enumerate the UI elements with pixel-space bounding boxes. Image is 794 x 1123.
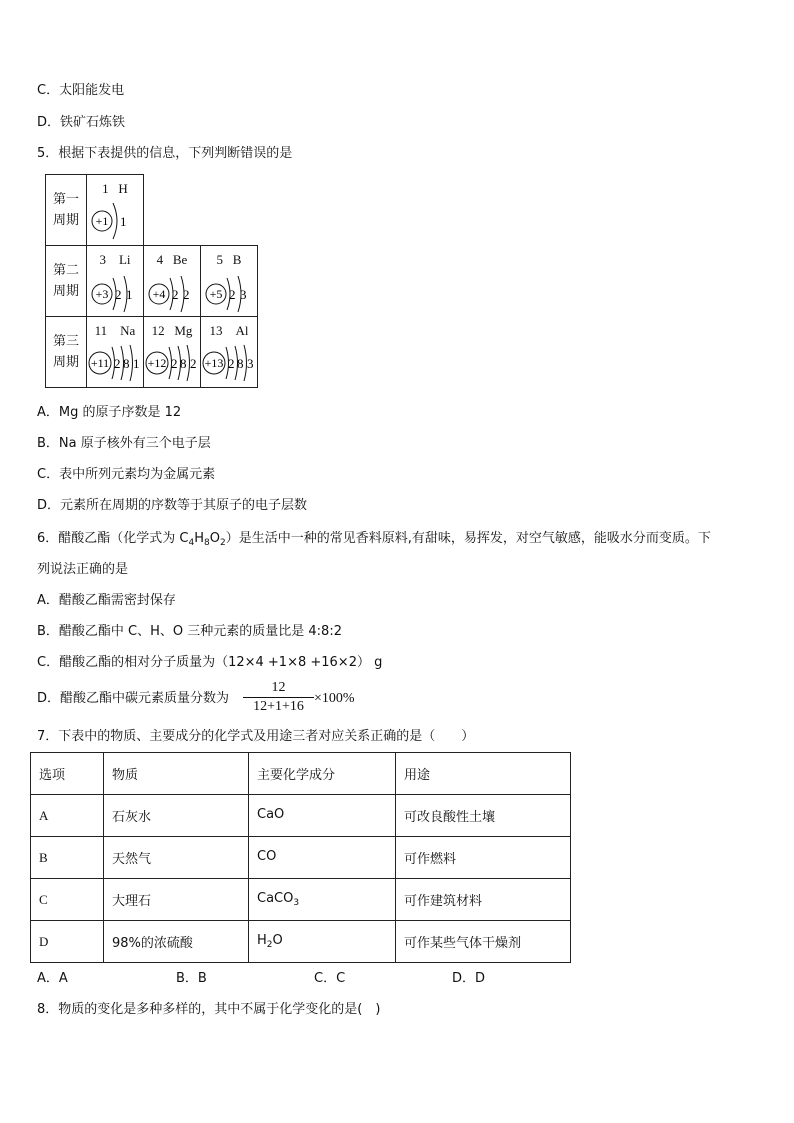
q6-option-b: B．醋酸乙酯中 C、H、O 三种元素的质量比是 4:8:2 bbox=[37, 624, 342, 639]
q7-table bbox=[30, 752, 571, 963]
svg-text:8: 8 bbox=[237, 356, 244, 371]
svg-text:2: 2 bbox=[183, 287, 190, 302]
q5-option-d: D．元素所在周期的序数等于其原子的电子层数 bbox=[37, 498, 308, 513]
q6-stem-line2: 列说法正确的是 bbox=[37, 562, 129, 577]
svg-text:3: 3 bbox=[240, 287, 247, 302]
q4-option-d: D．铁矿石炼铁 bbox=[37, 115, 126, 130]
q7-answer-d: D．D bbox=[452, 971, 486, 986]
element-na: 11 Na +11 2 8 1 bbox=[87, 317, 144, 388]
col-header: 物质 bbox=[104, 753, 249, 795]
q7-answer-a: A．A bbox=[37, 971, 68, 986]
svg-text:2: 2 bbox=[115, 287, 122, 302]
q7-stem: 7．下表中的物质、主要成分的化学式及用途三者对应关系正确的是（ ） bbox=[37, 729, 475, 744]
element-h bbox=[87, 175, 144, 246]
fraction-suffix: ×100% bbox=[314, 691, 355, 706]
q6-option-c: C．醋酸乙酯的相对分子质量为（12×4 +1×8 +16×2） g bbox=[37, 655, 383, 670]
col-header: 主要化学成分 bbox=[249, 753, 396, 795]
period-2-label: 第二 周期 bbox=[46, 246, 87, 317]
svg-text:2: 2 bbox=[229, 287, 236, 302]
svg-text:2: 2 bbox=[190, 356, 197, 371]
atom-diagram-li bbox=[87, 246, 143, 316]
atom-diagram-b bbox=[201, 246, 257, 316]
element-mg: 12 Mg +12 2 8 2 bbox=[144, 317, 201, 388]
svg-text:2: 2 bbox=[171, 356, 178, 371]
svg-text:3: 3 bbox=[247, 356, 254, 371]
svg-text:2: 2 bbox=[228, 356, 235, 371]
element-li: 3 Li +3 2 1 bbox=[87, 246, 144, 317]
svg-text:8: 8 bbox=[123, 356, 130, 371]
q6-option-d-prefix: D．醋酸乙酯中碳元素质量分数为 bbox=[37, 691, 230, 706]
periodic-table bbox=[45, 174, 258, 388]
q7-answer-b: B．B bbox=[176, 971, 207, 986]
table-header-row bbox=[31, 753, 571, 795]
q8-stem: 8．物质的变化是多种多样的，其中不属于化学变化的是( ) bbox=[37, 1002, 381, 1017]
q6-option-a: A．醋酸乙酯需密封保存 bbox=[37, 593, 176, 608]
shell-h-1: 1 bbox=[120, 214, 127, 229]
table-row: C 大理石 CaCO$_3$ 可作建筑材料 bbox=[31, 879, 571, 921]
nucleus-h: +1 bbox=[95, 214, 109, 228]
element-b: 5 B +5 2 3 bbox=[201, 246, 258, 317]
q5-option-c: C．表中所列元素均为金属元素 bbox=[37, 467, 216, 482]
mass-fraction-formula bbox=[243, 680, 314, 715]
q5-option-b: B．Na 原子核外有三个电子层 bbox=[37, 436, 211, 451]
svg-text:+4: +4 bbox=[152, 287, 166, 301]
col-header: 用途 bbox=[396, 753, 571, 795]
atom-diagram-be bbox=[144, 246, 200, 316]
table-row: B 天然气 CO 可作燃料 bbox=[31, 837, 571, 879]
svg-text:+11: +11 bbox=[90, 356, 110, 370]
col-header: 选项 bbox=[31, 753, 104, 795]
svg-text:1: 1 bbox=[133, 356, 140, 371]
fraction-numerator: 12 bbox=[271, 680, 286, 695]
q5-option-a: A．Mg 的原子序数是 12 bbox=[37, 405, 182, 420]
atom-diagram-mg bbox=[144, 317, 200, 387]
svg-text:+13: +13 bbox=[204, 356, 224, 370]
atom-diagram-h bbox=[87, 175, 143, 245]
table-row: A 石灰水 CaO 可改良酸性土壤 bbox=[31, 795, 571, 837]
table-row: D 98%的浓硫酸 $H_2O$ 可作某些气体干燥剂 bbox=[31, 921, 571, 963]
svg-text:+5: +5 bbox=[209, 287, 223, 301]
q4-option-c: C．太阳能发电 bbox=[37, 83, 125, 98]
atom-diagram-na bbox=[87, 317, 143, 387]
q5-stem: 5．根据下表提供的信息，下列判断错误的是 bbox=[37, 146, 293, 161]
element-al: 13 Al +13 2 8 3 bbox=[201, 317, 258, 388]
svg-text:+12: +12 bbox=[147, 356, 167, 370]
period-3-label: 第三 周期 bbox=[46, 317, 87, 388]
svg-text:1: 1 bbox=[126, 287, 133, 302]
q7-answer-c: C．C bbox=[314, 971, 346, 986]
element-h-label: 1 H bbox=[102, 181, 128, 196]
element-be: 4 Be +4 2 2 bbox=[144, 246, 201, 317]
svg-text:2: 2 bbox=[114, 356, 121, 371]
svg-text:8: 8 bbox=[180, 356, 187, 371]
svg-text:+3: +3 bbox=[95, 287, 109, 301]
period-1-label: 第一 周期 bbox=[46, 175, 87, 246]
q6-stem-line1: 6．醋酸乙酯（化学式为 $C_4H_8O_2$）是生活中一种的常见香料原料,有甜味，易挥发，对空气敏感，能吸水分而变质。下 bbox=[37, 531, 711, 548]
fraction-denominator: 12+1+16 bbox=[253, 699, 304, 714]
svg-text:2: 2 bbox=[172, 287, 179, 302]
atom-diagram-al bbox=[201, 317, 257, 387]
